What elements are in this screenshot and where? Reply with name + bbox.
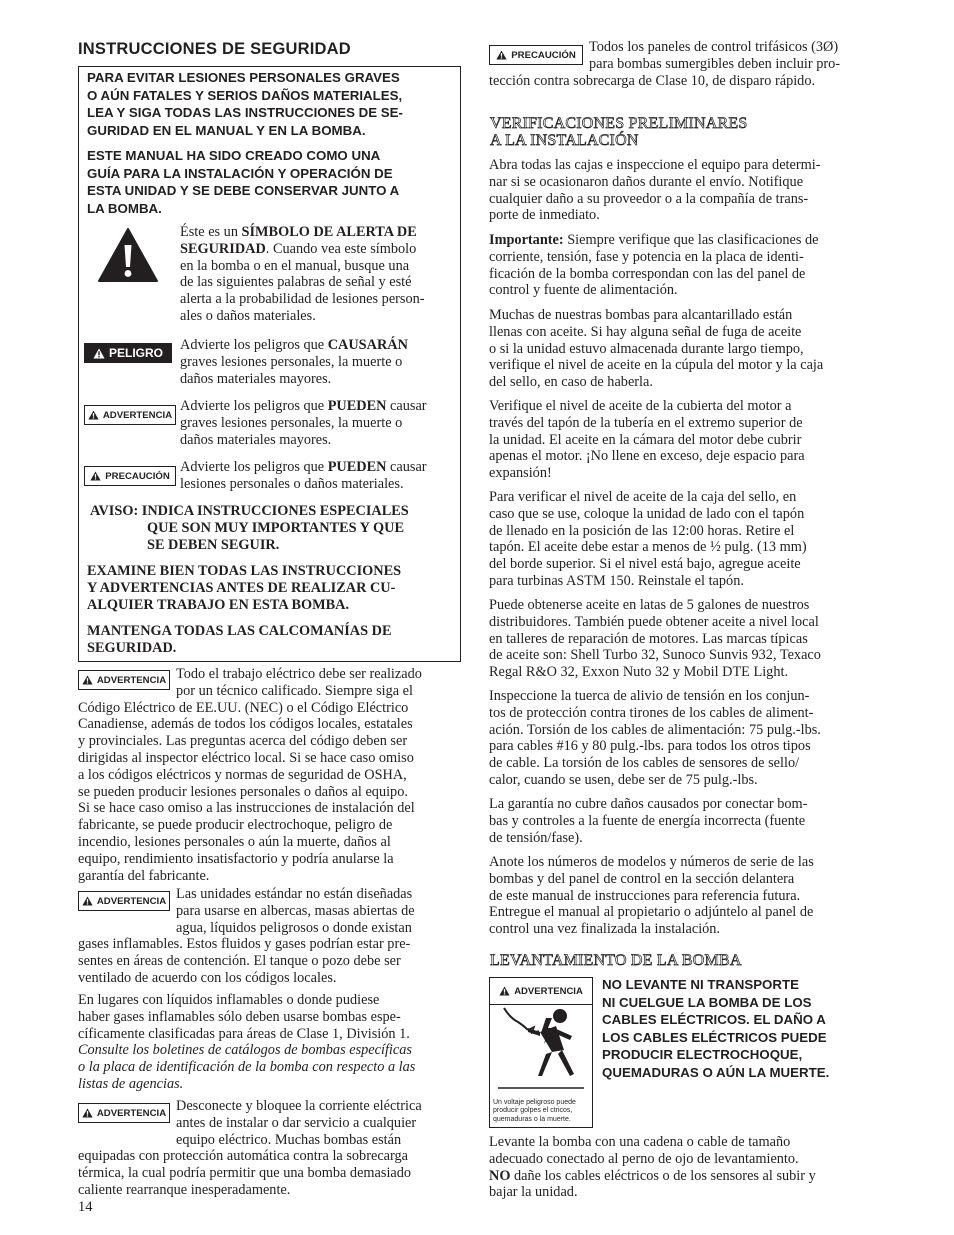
- three-phase-caution: Todos los paneles de control trifásicos (3Ø) para bombas sumergibles deben incluir pro- tección contra sobrecarga de Clase 10, de disparo rápido.: [489, 39, 841, 89]
- line: ESTA UNIDAD Y SE DEBE CONSERVAR JUNTO A: [87, 183, 400, 199]
- alert-icon: [499, 986, 510, 996]
- precaucion-text: Advierte los peligros que PUEDEN causar lesiones personales o daños materiales.: [180, 459, 427, 492]
- paragraph-oil-sources: Puede obtenerse aceite en latas de 5 galones de nuestros distribuidores. También puede obtener aceite a nivel local en talleres de reparación de motores. Las marcas típicas de aceite son: Shell Turbo 32, Sunoco Sunvis 932, Texaco Regal R&O 32, Exxon Nuto 32 y Mobil DTE Light.: [489, 597, 821, 681]
- lifting-warning: NO LEVANTE NI TRANSPORTE NI CUELGUE LA BOMBA DE LOS CABLES ELÉCTRICOS. EL DAÑO A LOS CABLES ELÉCTRICOS PUEDE PRODUCIR ELECTROCHOQUE, QUEMADURAS O AÚN LA MUERTE.: [602, 977, 830, 1080]
- advertencia-badge: ADVERTENCIA: [78, 891, 170, 911]
- pool-gas-warning: Las unidades estándar no están diseñadas para usarse en albercas, masas abiertas de agua, líquidos peligrosos o donde existan gases inflamables. Estos fluidos y gases podrían estar pre- sentes en áreas de contención. El tanque o pozo debe ser ventilado de acuerdo con los códigos locales.: [78, 886, 415, 986]
- alert-icon: [90, 471, 101, 481]
- line: PARA EVITAR LESIONES PERSONALES GRAVES: [87, 70, 400, 85]
- paragraph-motor-oil: Verifique el nivel de aceite de la cubierta del motor a través del tapón de la tubería en el extremo superior de la unidad. El aceite en la cámara del motor debe cubrir apenas el motor. ¡No llene en exceso, deje espacio para expansión!: [489, 398, 805, 482]
- heading-verificaciones: VERIFICACIONES PRELIMINARES A LA INSTALACIÓN: [490, 115, 748, 149]
- advertencia-badge: ADVERTENCIA: [78, 1103, 170, 1123]
- safety-box: [78, 66, 461, 662]
- advertencia-badge: ADVERTENCIA: [78, 670, 170, 690]
- paragraph-seal-oil: Para verificar el nivel de aceite de la caja del sello, en caso que se use, coloque la unidad de lado con el tapón de llenado en la posición de las 12:00 horas. Retire el tapón. El aceite debe estar a menos de ½ pulg. (13 mm) del borde superior. Si el nivel está bajo, agregue aceite para turbinas ASTM 150. Reinstale el tapón.: [489, 489, 807, 589]
- examine-text: EXAMINE BIEN TODAS LAS INSTRUCCIONES Y ADVERTENCIAS ANTES DE REALIZAR CU- ALQUIER TRABAJO EN ESTA BOMBA.: [87, 563, 402, 613]
- mantenga-text: MANTENGA TODAS LAS CALCOMANÍAS DE SEGURIDAD.: [87, 623, 392, 656]
- advertencia-text: Advierte los peligros que PUEDEN causar graves lesiones personales, la muerte o daños materiales mayores.: [180, 398, 427, 448]
- box-paragraph-1: [87, 69, 447, 139]
- alert-icon: [93, 348, 105, 359]
- electrical-work-warning: Todo el trabajo eléctrico debe ser realizado por un técnico calificado. Siempre siga el Código Eléctrico de EE.UU. (NEC) o el Código Eléctrico Canadiense, además de todos los códigos locales, estatales y provinciales. Las preguntas acerca del código deben ser dirigidas al inspector eléctrico local. Si se hace caso omiso a los códigos eléctricos y normas de seguridad de OSHA, se pueden producir lesiones personales o daños al equipo. Si se hace caso omiso a las instrucciones de instalación del fabricante, se puede producir electrochoque, peligro de incendio, lesiones personales o aún la muerte, daños al equipo, rendimiento insatisfactorio y podría anularse la garantía del fabricante.: [78, 666, 422, 884]
- paragraph-oil-filled: Muchas de nuestras bombas para alcantarillado están llenas con aceite. Si hay alguna señal de fuga de aceite o si la unidad estuvo almacenada durante largo tiempo, verifique el nivel de aceite en la cúpula del motor y la caja del sello, en caso de haberla.: [489, 307, 824, 391]
- paragraph-warranty: La garantía no cubre daños causados por conectar bom- bas y controles a la fuente de energía incorrecta (fuente de tensión/fase).: [489, 796, 808, 846]
- peligro-badge: PELIGRO: [84, 343, 172, 363]
- flammable-paragraph: En lugares con líquidos inflamables o donde pudiese haber gases inflamables sólo deben usarse bombas espe- cíficamente clasificadas para áreas de Clase 1, División 1. Consulte los boletines de catálogos de bombas específicas o la placa de identificación de la bomba con respecto a las listas de agencias.: [78, 992, 416, 1092]
- advertencia-label: ADVERTENCIA: [490, 978, 592, 1005]
- peligro-text: Advierte los peligros que CAUSARÁN graves lesiones personales, la muerte o daños materiales mayores.: [180, 337, 408, 387]
- paragraph-lift: Levante la bomba con una cadena o cable de tamaño adecuado conectado al perno de ojo de levantamiento. NO dañe los cables eléctricos o de los sensores al subir y bajar la unidad.: [489, 1134, 816, 1201]
- electrocution-icon: [494, 1006, 588, 1096]
- box-paragraph-2: [87, 147, 447, 217]
- alert-symbol-text: Éste es un SÍMBOLO DE ALERTA DE SEGURIDAD. Cuando vea este símbolo en la bomba o en el manual, busque una de las siguientes palabras de señal y esté alerta a la probabilidad de lesiones person- ales o daños materiales.: [180, 224, 425, 324]
- paragraph-inspect: Abra todas las cajas e inspeccione el equipo para determi- nar si se ocasionaron daños durante el envío. Notifique cualquier daño a su proveedor o a la compañía de trans- porte de inmediato.: [489, 157, 821, 224]
- line: LEA Y SIGA TODAS LAS INSTRUCCIONES DE SE-: [87, 105, 403, 121]
- disconnect-warning: Desconecte y bloquee la corriente eléctrica antes de instalar o dar servicio a cualquier equipo eléctrico. Muchas bombas están equipadas con protección automática contra la sobrecarga térmica, la cual podría permitir que una bomba demasiado caliente rearranque inesperadamente.: [78, 1098, 422, 1198]
- line: LA BOMBA.: [87, 200, 162, 216]
- line: ESTE MANUAL HA SIDO CREADO COMO UNA: [87, 148, 381, 163]
- line: GURIDAD EN EL MANUAL Y EN LA BOMBA.: [87, 122, 366, 138]
- paragraph-importante: Importante: Siempre verifique que las clasificaciones de corriente, tensión, fase y potencia en la placa de identi- ficación de la bomba correspondan con las del panel de control y fuente de alimentación.: [489, 232, 819, 299]
- advertencia-badge: ADVERTENCIA: [84, 405, 176, 425]
- precaucion-badge: PRECAUCIÓN: [489, 45, 583, 65]
- line: O AÚN FATALES Y SERIOS DAÑOS MATERIALES,: [87, 87, 403, 103]
- page-number: 14: [78, 1199, 93, 1215]
- line: GUÍA PARA LA INSTALACIÓN Y OPERACIÓN DE: [87, 165, 393, 181]
- hazard-caption: Un voltaje peligroso puede producir golpes el ctricos, quemaduras o la muerte.: [493, 1098, 576, 1123]
- paragraph-strain-relief: Inspeccione la tuerca de alivio de tensión en los conjun- tos de protección contra tirones de los cables de aliment- ación. Torsión de los cables de alimentación: 75 pulg.-lbs. para cables #16 y 80 pulg.-lbs. para todos los otros tipos de cable. La torsión de los cables de sensores de sello/ calor, cuando se usen, debe ser de 75 pulg.-lbs.: [489, 688, 821, 788]
- heading-levantamiento: LEVANTAMIENTO DE LA BOMBA: [490, 952, 742, 969]
- alert-icon: [88, 410, 99, 420]
- aviso-text: AVISO: INDICA INSTRUCCIONES ESPECIALES QUE SON MUY IMPORTANTES Y QUE SE DEBEN SEGUIR.: [90, 503, 409, 553]
- paragraph-record: Anote los números de modelos y números de serie de las bombas y del panel de control en la sección delantera de este manual de instrucciones para referencia futura. Entregue el manual al propietario o adjúntelo al panel de control una vez finalizada la instalación.: [489, 854, 814, 938]
- safety-alert-icon: [97, 227, 159, 283]
- precaucion-badge: PRECAUCIÓN: [84, 466, 176, 486]
- electrical-hazard-panel: [489, 977, 593, 1128]
- section-title: INSTRUCCIONES DE SEGURIDAD: [78, 40, 351, 58]
